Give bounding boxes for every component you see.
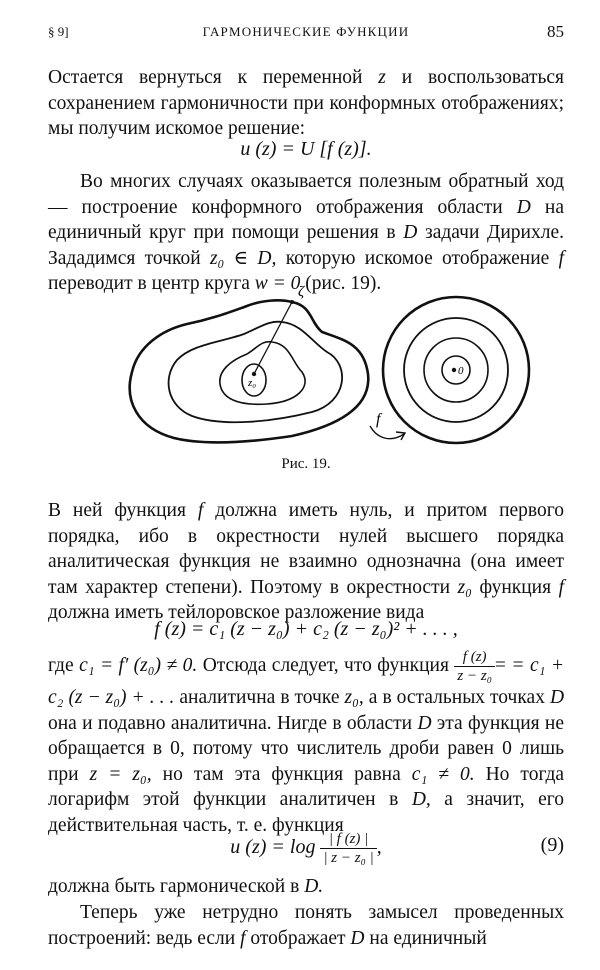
point-zero	[452, 368, 456, 372]
page	[48, 0, 564, 970]
domain-D	[130, 300, 369, 442]
equation-number: (9)	[540, 834, 564, 856]
running-header	[48, 22, 564, 44]
paragraph-1: Остается вернуться к переменной z и воспользоваться сохранением гармоничности при конформных отображениях; мы получим искомое решение:	[48, 67, 565, 139]
running-title: ГАРМОНИЧЕСКИЕ ФУНКЦИИ	[202, 24, 410, 39]
point-z0	[252, 372, 256, 376]
paragraph-3: В ней функция f должна иметь нуль, и притом первого порядка, ибо в окрестности нулей высшего порядка аналитическая функция не взаимно однозначна (она имеет там характер степени). Поэтому в окрестности z₀ функция f должна иметь тейлоровское разложение вида	[48, 500, 565, 623]
label-z0: z₀	[248, 377, 257, 389]
paragraph-2: Во многих случаях оказывается полезным обратный ход — построение конформного отображения области D на единичный круг при помощи решения в D задачи Дирихле. Зададимся точкой z₀ ∈ D, которую искомое отображение f переводит в центр круга w = 0 (рис. 19).	[48, 171, 565, 294]
fraction-abs: $\frac{| f (z) |}{\text{| z − z₀ |}}$	[320, 830, 376, 867]
figure-19	[112, 282, 532, 447]
paragraph-5: должна быть гармонической в D.	[48, 876, 324, 897]
radius-line	[254, 302, 292, 374]
fraction-f-over-z: $\frac{f (z)}{\text{z − z₀}}$	[454, 648, 495, 685]
point-zeta	[290, 300, 294, 304]
equation-2: f (z) = c₁ (z − z₀) + c₂ (z − z₀)² + . . . ,	[154, 618, 458, 640]
figure-caption: Рис. 19.	[281, 456, 331, 472]
label-zeta: ζ	[298, 284, 305, 300]
paragraph-6: Теперь уже нетрудно понять замысел проведенных построений: ведь если f отображает D на единичный	[48, 902, 564, 949]
equation-1: u (z) = U [f (z)].	[240, 138, 372, 160]
equation-3: u (z) = log $\frac{| f (z) |}{\text{| z − z₀ |}}$ , (9)	[230, 831, 564, 866]
paragraph-4: где c₁ = f′ (z₀) ≠ 0. Отсюда следует, что функция $\frac{f (z)}{\text{z − z₀}}$ = = c₁ + c₂ (z − z₀) + . . . аналитична в точке z₀, а в остальных точках D она и подавно аналитична. Нигде в области D эта функция не обращается в 0, потому что числитель дроби равен 0 лишь при z = z₀, но там эта функция равна c₁ ≠ 0. Но тогда логарифм этой функции аналитичен в D, а значит, его действительная часть, т. е. функция	[48, 649, 565, 836]
label-zero: 0	[458, 365, 464, 377]
section-mark: § 9]	[48, 24, 69, 39]
label-f: f	[376, 411, 381, 428]
page-number: 85	[547, 22, 564, 41]
level-curve-2	[220, 342, 305, 405]
